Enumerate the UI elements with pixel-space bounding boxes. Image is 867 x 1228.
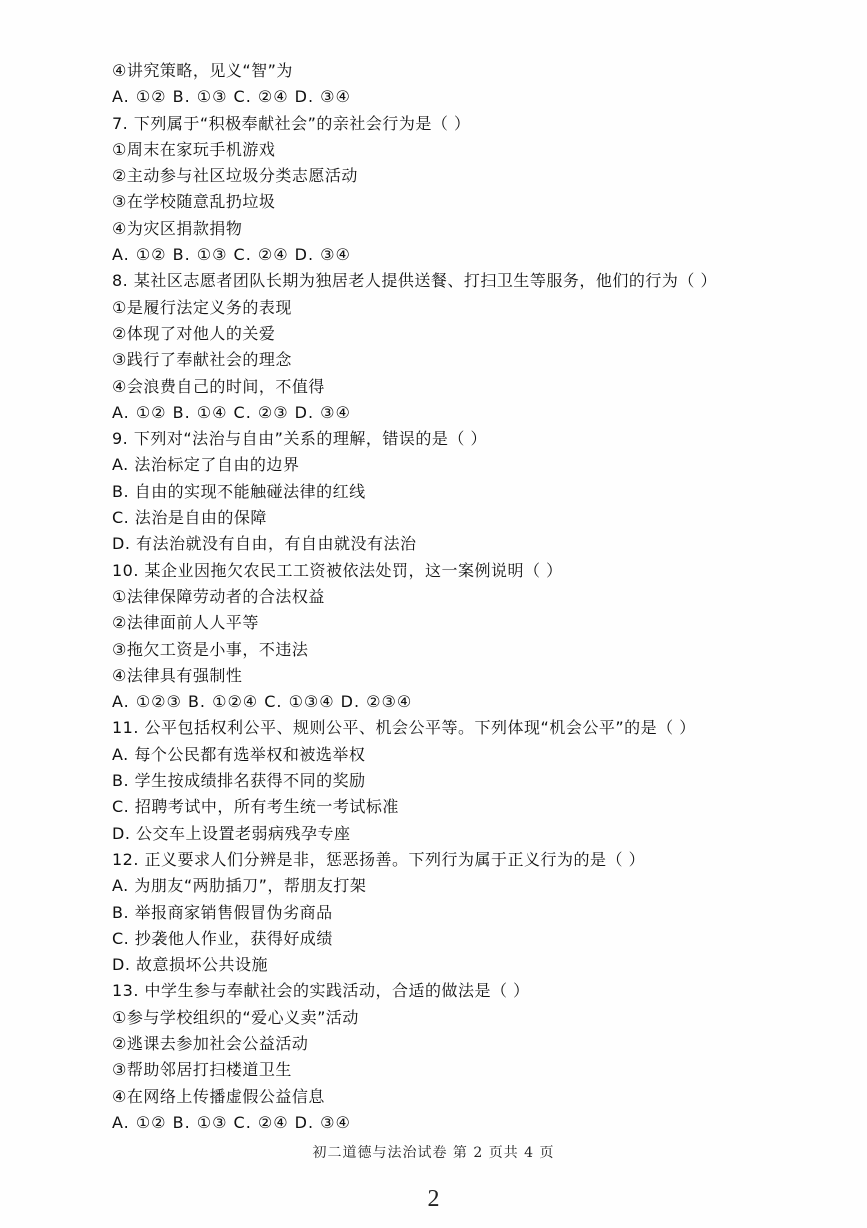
answer-choices: A. ①② B. ①③ C. ②④ D. ③④ [112, 245, 351, 265]
option-line: A. 每个公民都有选举权和被选举权 [112, 744, 366, 764]
option-line: B. 自由的实现不能触碰法律的红线 [112, 481, 366, 501]
option-line: ③践行了奉献社会的理念 [112, 350, 292, 370]
question-13-stem: 13. 中学生参与奉献社会的实践活动，合适的做法是（ ） [112, 981, 530, 1001]
option-line: ②主动参与社区垃圾分类志愿活动 [112, 166, 358, 186]
option-line: ③在学校随意乱扔垃圾 [112, 192, 276, 212]
option-line: D. 故意损坏公共设施 [112, 955, 268, 975]
option-line: ④讲究策略，见义“智”为 [112, 61, 293, 80]
option-line: ①周末在家玩手机游戏 [112, 139, 276, 159]
option-line: ④为灾区捐款捐物 [112, 218, 243, 238]
question-lines [112, 58, 832, 1136]
option-line: ④会浪费自己的时间，不值得 [112, 376, 325, 396]
option-line: ①参与学校组织的“爱心义卖”活动 [112, 1007, 359, 1027]
question-12-stem: 12. 正义要求人们分辨是非，惩恶扬善。下列行为属于正义行为的是（ ） [112, 849, 646, 869]
option-line: ②法律面前人人平等 [112, 613, 259, 633]
option-line: C. 法治是自由的保障 [112, 508, 267, 528]
option-line: ③帮助邻居打扫楼道卫生 [112, 1060, 292, 1080]
option-line: ③拖欠工资是小事，不违法 [112, 639, 309, 659]
question-10-stem: 10. 某企业因拖欠农民工工资被依法处罚，这一案例说明（ ） [112, 560, 563, 580]
page-number: 2 [427, 1186, 440, 1212]
option-line: C. 抄袭他人作业，获得好成绩 [112, 928, 333, 948]
option-line: ②逃课去参加社会公益活动 [112, 1033, 309, 1053]
option-line: C. 招聘考试中，所有考生统一考试标准 [112, 797, 399, 817]
option-line: ④在网络上传播虚假公益信息 [112, 1086, 325, 1106]
answer-choices: A. ①②③ B. ①②④ C. ①③④ D. ②③④ [112, 692, 413, 712]
answer-choices: A. ①② B. ①④ C. ②③ D. ③④ [112, 402, 351, 422]
answer-choices: A. ①② B. ①③ C. ②④ D. ③④ [112, 1112, 351, 1132]
option-line: A. 为朋友“两肋插刀”，帮朋友打架 [112, 876, 367, 896]
answer-choices: A. ①② B. ①③ C. ②④ D. ③④ [112, 87, 351, 107]
option-line: D. 有法治就没有自由，有自由就没有法治 [112, 534, 417, 554]
question-9-stem: 9. 下列对“法治与自由”关系的理解，错误的是（ ） [112, 429, 488, 449]
option-line: B. 学生按成绩排名获得不同的奖励 [112, 771, 366, 791]
option-line: B. 举报商家销售假冒伪劣商品 [112, 902, 333, 922]
question-8-stem: 8. 某社区志愿者团队长期为独居老人提供送餐、打扫卫生等服务，他们的行为（ ） [112, 271, 717, 291]
option-line: ④法律具有强制性 [112, 665, 243, 685]
option-line: ①是履行法定义务的表现 [112, 297, 292, 317]
option-line: ①法律保障劳动者的合法权益 [112, 586, 325, 606]
option-line: D. 公交车上设置老弱病残孕专座 [112, 823, 351, 843]
option-line: ②体现了对他人的关爱 [112, 323, 276, 343]
question-7-stem: 7. 下列属于“积极奉献社会”的亲社会行为是（ ） [112, 113, 471, 133]
page-footer: 初二道德与法治试卷 第 2 页共 4 页 [312, 1145, 555, 1161]
question-11-stem: 11. 公平包括权利公平、规则公平、机会公平等。下列体现“机会公平”的是（ ） [112, 718, 696, 738]
option-line: A. 法治标定了自由的边界 [112, 455, 300, 475]
